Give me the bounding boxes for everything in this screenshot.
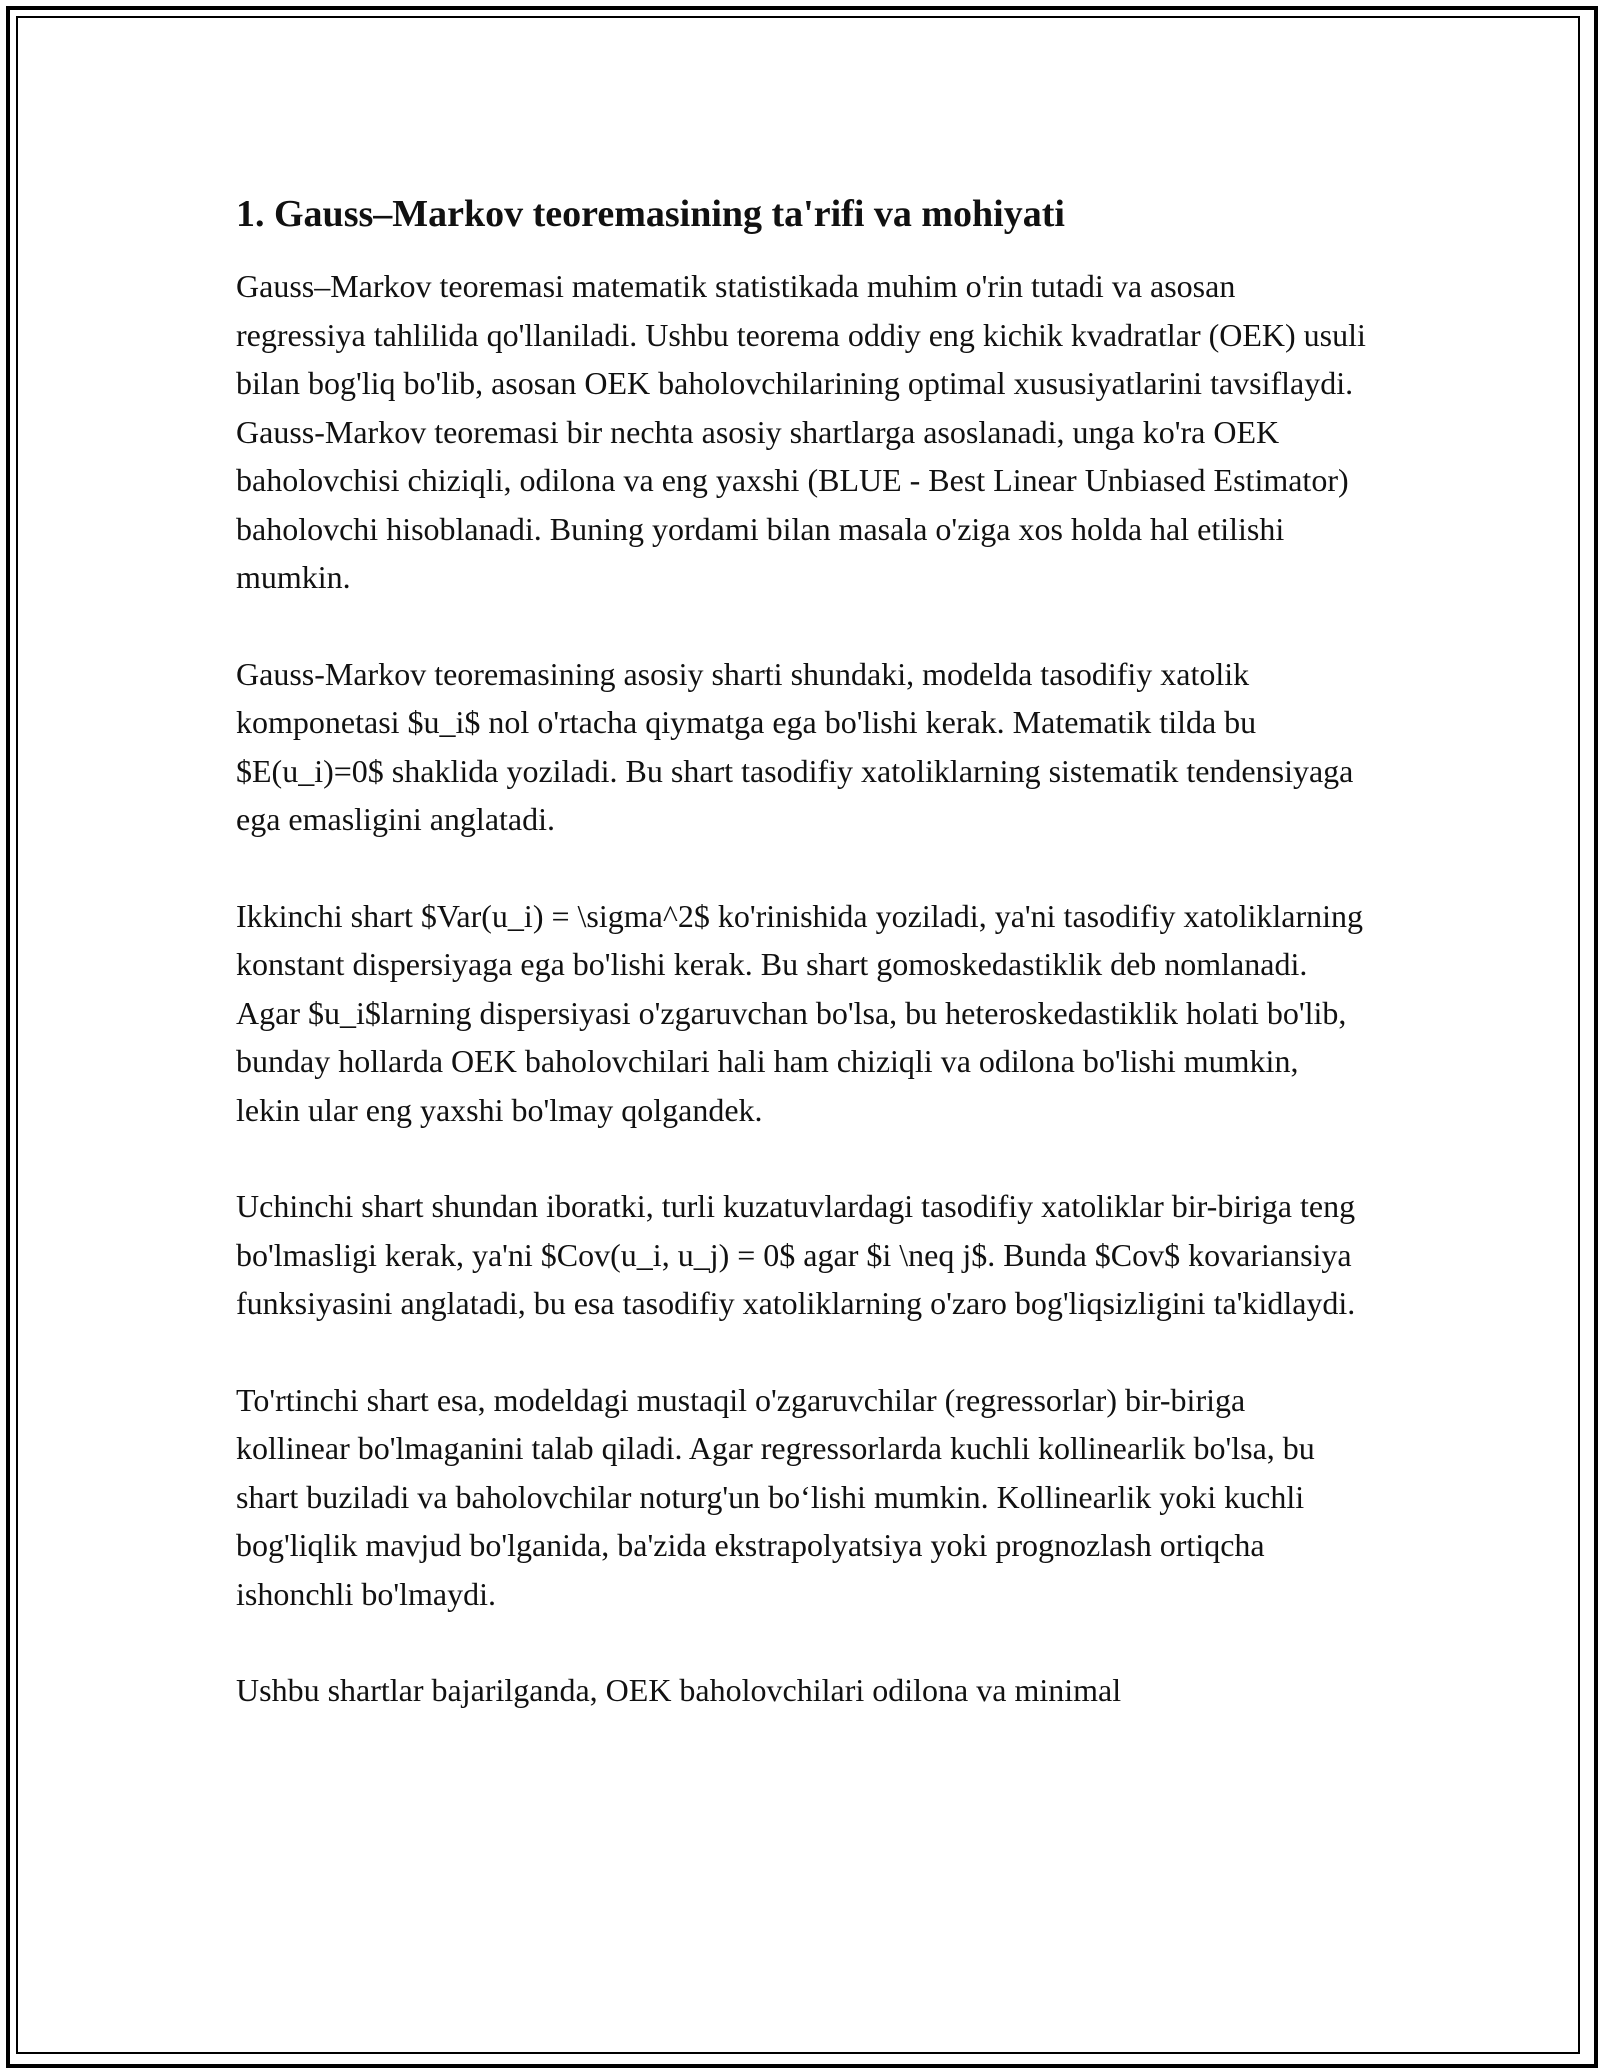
paragraph-first-condition: Gauss-Markov teoremasining asosiy sharti shundaki, modelda tasodifiy xatolik komponetasi $u_i$ nol o'rtacha qiymatga ega bo'lishi kerak. Matematik tilda bu $E(u_i)=0$ shaklida yoziladi. Bu shart tasodifiy xatoliklarning sistematik tendensiyaga ega emasligini anglatadi. xyxy=(236,655,1354,837)
paragraph-conclusion: Ushbu shartlar bajarilganda, OEK baholovchilari odilona va minimal xyxy=(236,1672,1122,1708)
paragraph-third-condition: Uchinchi shart shundan iboratki, turli kuzatuvlardagi tasodifiy xatoliklar bir-biriga teng bo'lmasligi kerak, ya'ni $Cov(u_i, u_j) = 0$ agar $i \neq j$. Bunda $Cov$ kovariansiya funksiyasini anglatadi, bu esa tasodifiy xatoliklarning o'zaro bog'liqsizligini ta'kidlaydi. xyxy=(236,1188,1356,1321)
document-body xyxy=(236,190,1366,1763)
paragraph-intro: Gauss–Markov teoremasi matematik statistikada muhim o'rin tutadi va asosan regressiya tahlilida qo'llaniladi. Ushbu teorema oddiy eng kichik kvadratlar (OEK) usuli bilan bog'liq bo'lib, asosan OEK baholovchilarining optimal xususiyatlarini tavsiflaydi. Gauss-Markov teoremasi bir nechta asosiy shartlarga asoslanadi, unga ko'ra OEK baholovchisi chiziqli, odilona va eng yaxshi (BLUE - Best Linear Unbiased Estimator) baholovchi hisoblanadi. Buning yordami bilan masala o'ziga xos holda hal etilishi mumkin. xyxy=(236,268,1366,595)
paragraph-second-condition: Ikkinchi shart $Var(u_i) = \sigma^2$ ko'rinishida yoziladi, ya'ni tasodifiy xatoliklarning konstant dispersiyaga ega bo'lishi kerak. Bu shart gomoskedastiklik deb nomlanadi. Agar $u_i$larning dispersiyasi o'zgaruvchan bo'lsa, bu heteroskedastiklik holati bo'lib, bunday hollarda OEK baholovchilari hali ham chiziqli va odilona bo'lishi mumkin, lekin ular eng yaxshi bo'lmay qolgandek. xyxy=(236,897,1364,1128)
section-heading: 1. Gauss–Markov teoremasining ta'rifi va mohiyati xyxy=(236,193,1065,235)
paragraph-fourth-condition: To'rtinchi shart esa, modeldagi mustaqil o'zgaruvchilar (regressorlar) bir-biriga kollinear bo'lmaganini talab qiladi. Agar regressorlarda kuchli kollinearlik bo'lsa, bu shart buziladi va baholovchilar noturg'un bo‘lishi mumkin. Kollinearlik yoki kuchli bog'liqlik mavjud bo'lganida, ba'zida ekstrapolyatsiya yoki prognozlash ortiqcha ishonchli bo'lmaydi. xyxy=(236,1381,1315,1612)
